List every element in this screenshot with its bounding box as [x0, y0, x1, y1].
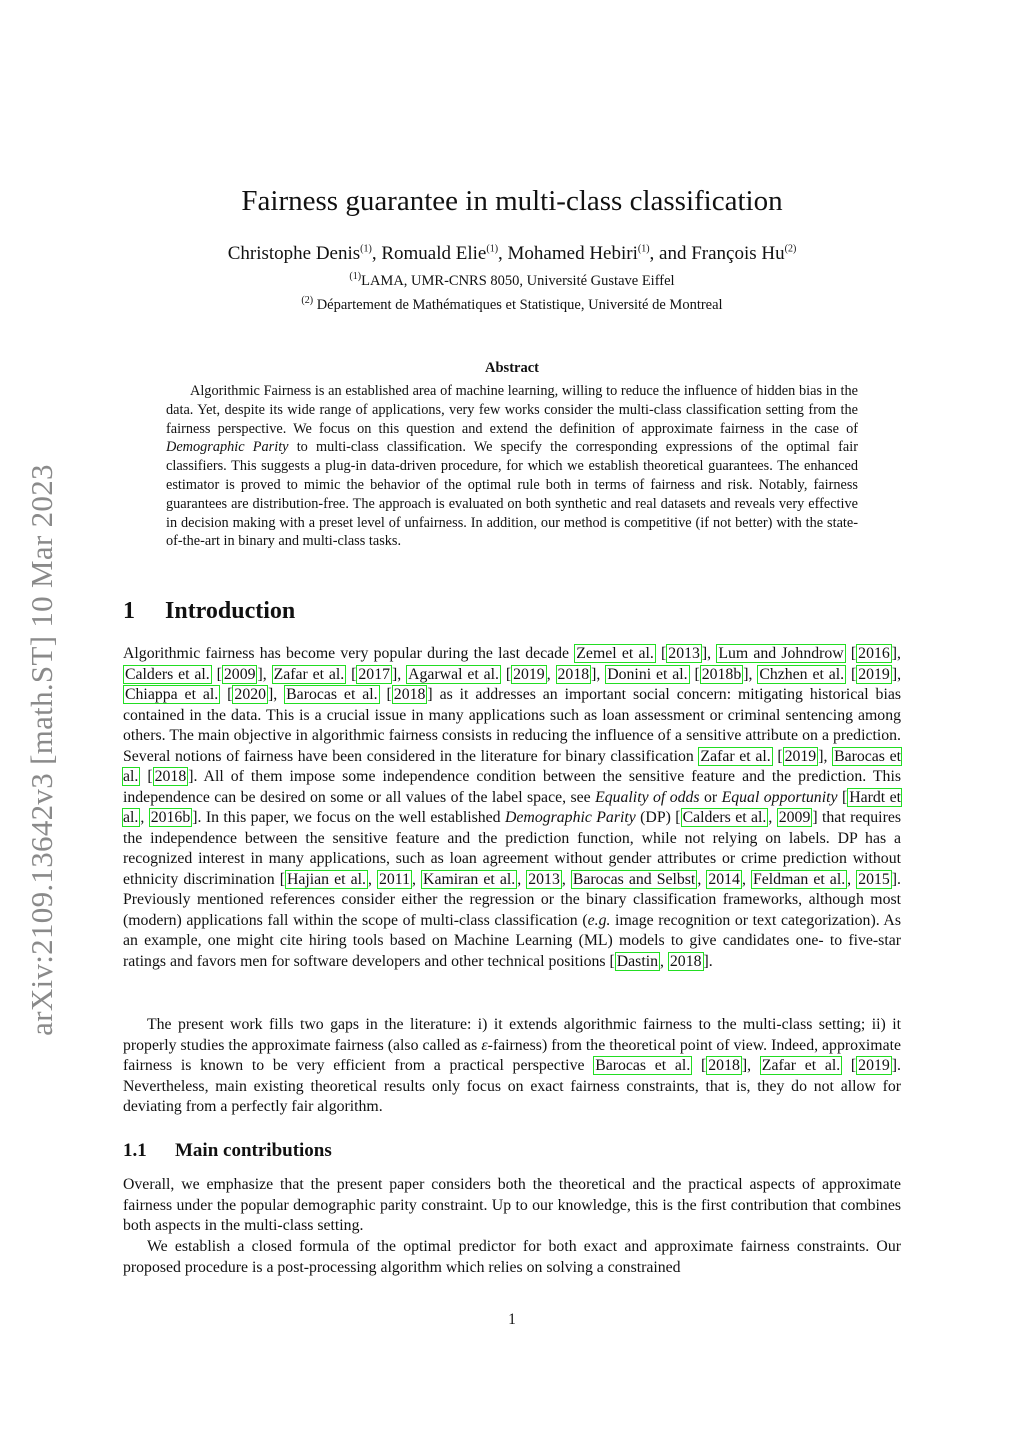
citation-link[interactable]: 2018 — [393, 686, 426, 703]
citation-link[interactable]: Agarwal et al. — [408, 665, 499, 683]
citation-link[interactable]: Zafar et al. — [761, 1057, 841, 1074]
affiliation-mark: (2) — [301, 295, 314, 307]
author-list: Christophe Denis$^{(1)}$, Romuald Elie$^{(1)}$, Mohamed Hebiri$^{(1)}$, and François Hu$^{(2)}$ — [227, 243, 797, 264]
section-heading-introduction — [123, 598, 295, 625]
citation-link[interactable]: Barocas et al. — [286, 686, 378, 703]
affiliation-mark: (1) — [349, 271, 362, 283]
citation-link[interactable]: 2019 — [784, 747, 817, 765]
arxiv-stamp-text: arXiv:2109.13642v3 [math.ST] 10 Mar 2023 — [24, 464, 59, 1036]
citation-link[interactable]: Zafar et al. — [273, 665, 345, 683]
citation-link[interactable]: 2016b — [150, 809, 191, 826]
author-affiliation-mark: (1) — [360, 243, 372, 255]
citation-link[interactable]: 2011 — [379, 870, 411, 888]
affiliation-1 — [0, 273, 1024, 290]
citation-link[interactable]: Calders et al. — [682, 809, 767, 826]
author-name: Romuald Elie — [381, 243, 487, 264]
citation-link[interactable]: 2019 — [858, 665, 890, 683]
citation-link[interactable]: 2018 — [557, 665, 590, 683]
page-number: 1 — [508, 1311, 516, 1328]
author-affiliation-mark: (1) — [637, 243, 650, 255]
author-name: Christophe Denis — [227, 243, 361, 264]
citation-link[interactable]: Kamiran et al. — [423, 870, 516, 888]
abstract-heading: Abstract — [485, 360, 539, 376]
citation-link[interactable]: Lum and Johndrow — [718, 645, 844, 662]
citation-link[interactable]: 2014 — [708, 870, 740, 888]
citation-link[interactable]: 2015 — [858, 870, 890, 888]
introduction-paragraph-1: Algorithmic fairness has become very popular during the last decade Zemel et al. [ 2013 ], Lum and Johndrow [ 2016 ], Calders et al. [ 2009 ], Zafar et al. [ 2017 ], Agarwal et al. [ 2019 , 2018 ], Donini et al. [ 2018b ], Chzhen et al. [ 2019 ], Chiappa et al. [ 2020 ], Barocas et al. [ 2018 ] as it addresses an important social concern: mitigating historical bias contained in the data. This is a crucial issue in many applications such as loan assessment or criminal sentencing among others. The main objective in algorithmic fairness consists in reducing the influence of a sensitive attribute on a prediction. Several notions of fairness have been considered in the literature for binary classification Zafar et al. [ 2019 ], Barocas et al. [ 2018 ]. All of them impose some independence condition between the sensitive feature and the prediction. This independence can be desired on some or all values of the label space, see Equality of odds or Equal opportunity [ Hardt et al. , 2016b ]. In this paper, we focus on the well established Demographic Parity (DP) [ Calders et al. , 2009 ] that requires the independence between the sensitive feature and the prediction function, while not relying on labels. DP has a recognized interest in many applications, such as loan agreement without gender attributes or crime prediction without ethnicity discrimination [ Hajian et al. , 2011 , Kamiran et al. , 2013 , Barocas and Selbst , 2014 , Feldman et al. , 2015 ]. Previously mentioned references consider either the regression or the binary classification frameworks, although most (modern) applications fall within the scope of multi-class classification (e.g. image recognition or text categorization). As an example, one might cite hiring tools based on Machine Learning (ML) models to give candidates one- to five-star ratings and favors men for software developers and other technical positions [ Dastin , 2018 ]. — [123, 645, 902, 970]
introduction-paragraph-2: The present work fills two gaps in the literature: i) it extends algorithmic fairness to the multi-class setting; ii) it properly studies the approximate fairness (also called as ε-fairness) from the theoretical point of view. Indeed, approximate fairness is known to be very efficient from a practical perspective Barocas et al. [ 2018 ], Zafar et al. [ 2019 ]. Nevertheless, main existing theoretical results only focus on exact fairness constraints, that is, they do not allow for deviating from a perfectly fair algorithm. — [123, 1016, 901, 1115]
contributions-paragraph-1: Overall, we emphasize that the present paper considers both the theoretical and the practical aspects of approximate fairness under the popular demographic parity constraint. Up to our knowledge, this is the first contribution that combines both aspects in the multi-class setting. — [123, 1176, 901, 1234]
section-title: Introduction — [165, 598, 296, 624]
citation-link[interactable]: 2009 — [223, 665, 256, 683]
affiliation-text: LAMA, UMR-CNRS 8050, Université Gustave Eiffel — [361, 273, 675, 289]
citation-link[interactable]: 2013 — [528, 870, 560, 888]
citation-link[interactable]: Hajian et al. — [286, 870, 366, 888]
citation-link[interactable]: 2017 — [358, 665, 390, 683]
citation-link[interactable]: Zafar et al. — [700, 747, 771, 765]
citation-link[interactable]: 2013 — [668, 645, 700, 662]
author-affiliation-mark: (2) — [784, 243, 797, 255]
subsection-title: Main contributions — [175, 1140, 332, 1161]
affiliation-2 — [0, 297, 1024, 314]
citation-link[interactable]: Feldman et al. — [752, 870, 846, 888]
citation-link[interactable]: 2018 — [154, 768, 187, 785]
author-name: Mohamed Hebiri — [507, 243, 638, 264]
citation-link[interactable]: 2019 — [513, 665, 545, 683]
citation-link[interactable]: 2019 — [858, 1057, 890, 1074]
citation-link[interactable]: Barocas et al. — [123, 747, 901, 785]
citation-link[interactable]: Zemel et al. — [576, 645, 654, 662]
citation-link[interactable]: 2018 — [669, 952, 702, 970]
paper-title: Fairness guarantee in multi-class classification — [241, 185, 783, 217]
citation-link[interactable]: Hardt et al. — [123, 788, 901, 826]
citation-link[interactable]: 2018b — [701, 665, 742, 683]
citation-link[interactable]: 2018 — [708, 1057, 740, 1074]
citation-link[interactable]: Calders et al. — [125, 665, 210, 683]
author-name: François Hu — [691, 243, 785, 264]
subsection-heading-main-contributions — [123, 1140, 332, 1162]
affiliation-text: Département de Mathématiques et Statistique, Université de Montreal — [316, 297, 723, 313]
citation-link[interactable]: 2016 — [858, 645, 890, 662]
citation-link[interactable]: 2020 — [234, 686, 267, 703]
subsection-number: 1.1 — [123, 1140, 147, 1161]
citation-link[interactable]: Dastin — [616, 952, 658, 970]
arxiv-identifier-stamp — [22, 430, 62, 1070]
citation-link[interactable]: Barocas et al. — [595, 1057, 691, 1074]
citation-link[interactable]: Chiappa et al. — [125, 686, 219, 703]
citation-link[interactable]: 2009 — [778, 809, 811, 826]
contributions-paragraph-2: We establish a closed formula of the optimal predictor for both exact and approximate fairness constraints. Our proposed procedure is a post-processing algorithm which relies on solving a constrained — [123, 1238, 901, 1276]
author-affiliation-mark: (1) — [486, 243, 499, 255]
abstract-text: Algorithmic Fairness is an established area of machine learning, willing to reduce the influence of hidden bias in the data. Yet, despite its wide range of applications, very few works consider the multi-class classification setting from the fairness perspective. We focus on this question and extend the definition of approximate fairness in the case of Demographic Parity to multi-class classification. We specify the corresponding expressions of the optimal fair classifiers. This suggests a plug-in data-driven procedure, for which we establish theoretical guarantees. The enhanced estimator is proved to mimic the behavior of the optimal rule both in terms of fairness and risk. Notably, fairness guarantees are distribution-free. The approach is evaluated on both synthetic and real datasets and reveals very effective in decision making with a preset level of unfairness. In addition, our method is competitive (if not better) with the state-of-the-art in binary and multi-class tasks. — [166, 383, 858, 550]
citation-link[interactable]: Barocas and Selbst — [572, 870, 696, 888]
section-number: 1 — [123, 598, 135, 624]
citation-link[interactable]: Chzhen et al. — [759, 665, 845, 683]
citation-link[interactable]: Donini et al. — [607, 665, 688, 683]
